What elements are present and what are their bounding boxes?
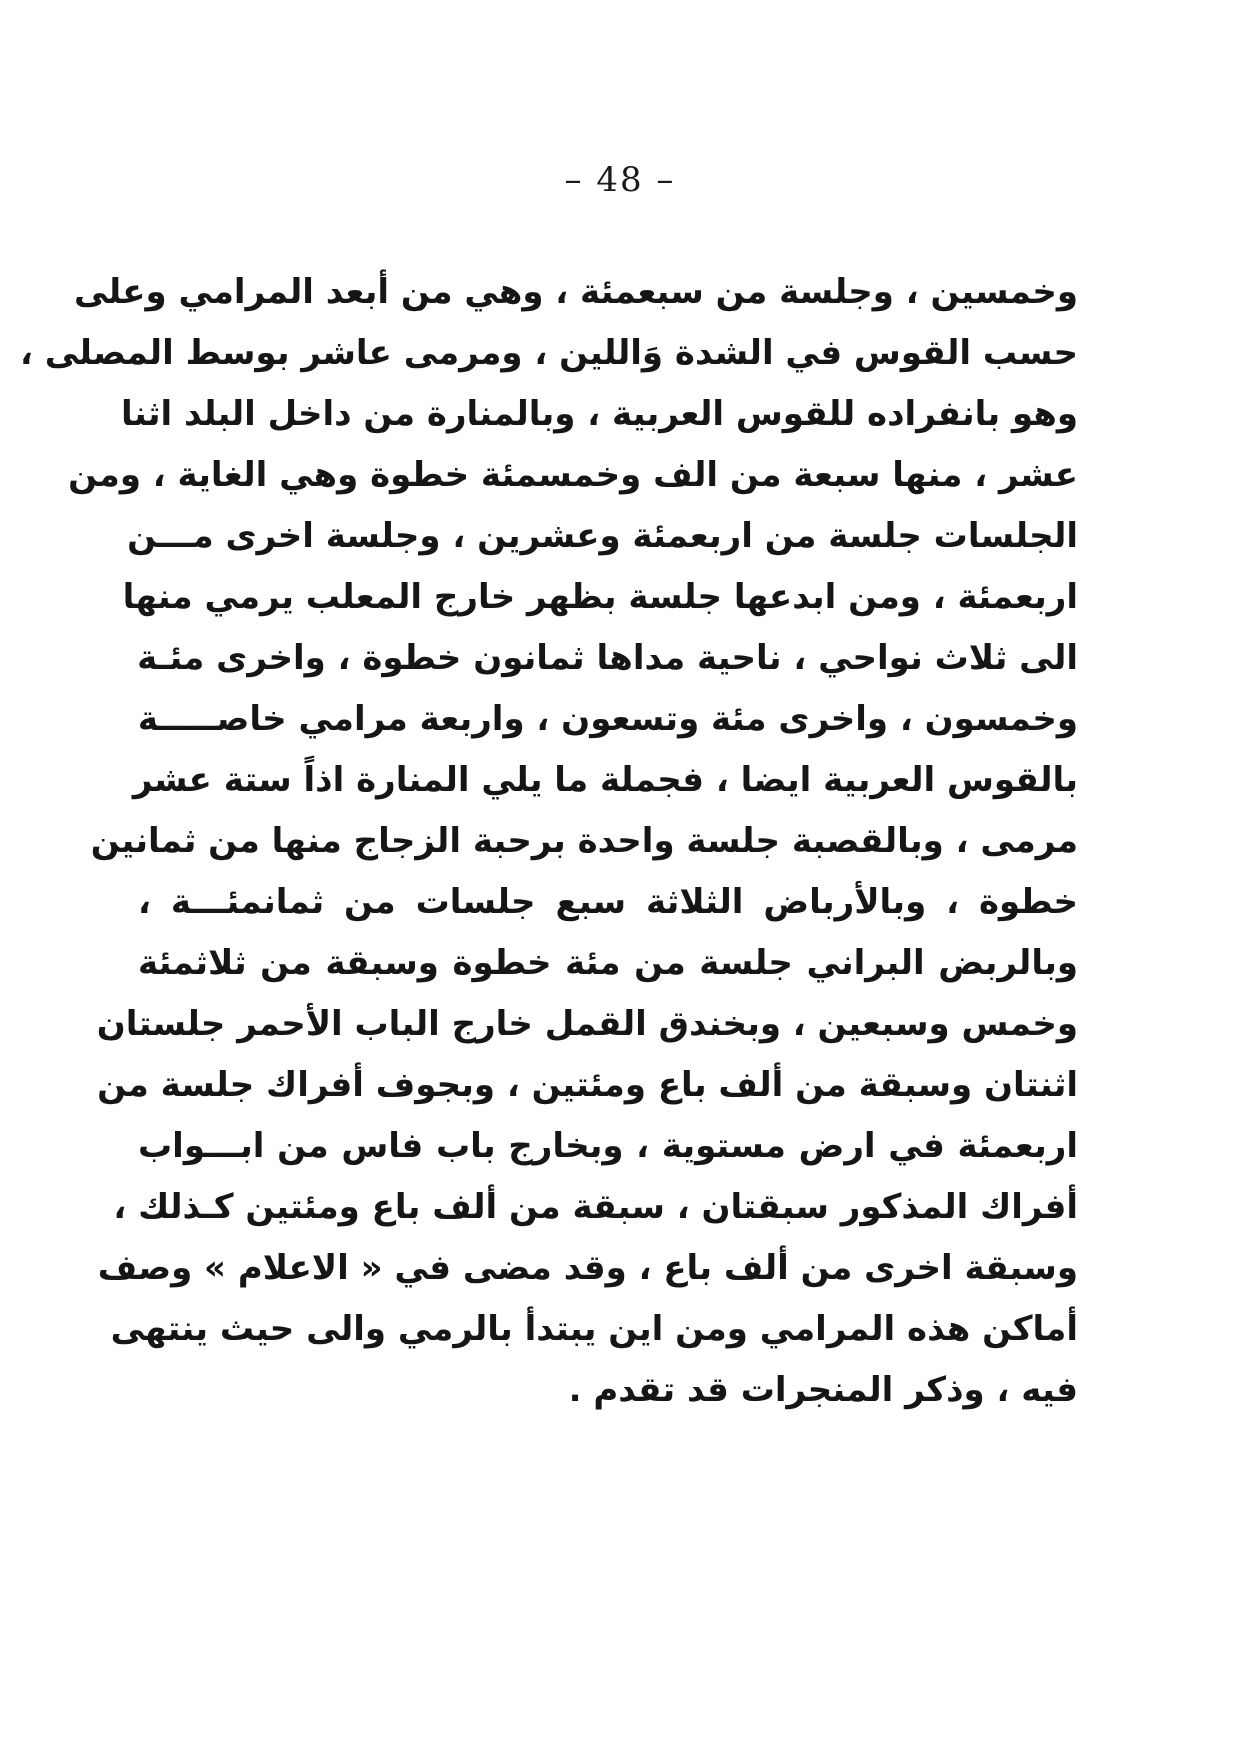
- text-line: وهو بانفراده للقوس العربية ، وبالمنارة من داخل البلد اثنا: [121, 394, 1078, 434]
- text-line: وسبقة اخرى من ألف باع ، وقد مضى في « الاعلام » وصف: [97, 1248, 1078, 1288]
- text-line: أماكن هذه المرامي ومن اين يبتدأ بالرمي والى حيث ينتهى: [110, 1309, 1078, 1349]
- text-line: أفراك المذكور سبقتان ، سبقة من ألف باع ومئتين كـذلك ،: [113, 1187, 1078, 1227]
- body-text: [19, 262, 1078, 1421]
- text-line: عشر ، منها سبعة من الف وخمسمئة خطوة وهي الغاية ، ومن: [68, 455, 1078, 495]
- text-line: مرمى ، وبالقصبة جلسة واحدة برحبة الزجاج منها من ثمانين: [90, 821, 1078, 861]
- text-line: بالقوس العربية ايضا ، فجملة ما يلي المنارة اذاً ستة عشر: [132, 760, 1078, 800]
- text-line: حسب القوس في الشدة وَاللين ، ومرمى عاشر بوسط المصلى ،: [19, 333, 1078, 373]
- text-line: وخمسين ، وجلسة من سبعمئة ، وهي من أبعد المرامي وعلى: [74, 272, 1078, 312]
- text-line: خطوة ، وبالأرباض الثلاثة سبع جلسات من ثمانمئـــة ،: [138, 882, 1078, 922]
- text-line: وخمس وسبعين ، وبخندق القمل خارج الباب الأحمر جلستان: [96, 1004, 1078, 1044]
- text-line: اربعمئة ، ومن ابدعها جلسة بظهر خارج المعلب يرمي منها: [122, 577, 1078, 617]
- text-line: وبالربض البراني جلسة من مئة خطوة وسبقة من ثلاثمئة: [138, 943, 1078, 983]
- text-line: وخمسون ، واخرى مئة وتسعون ، واربعة مرامي خاصـــــة: [137, 699, 1078, 739]
- text-line-last: فيه ، وذكر المنجرات قد تقدم .: [568, 1370, 1078, 1410]
- text-line: اثنتان وسبقة من ألف باع ومئتين ، وبجوف أفراك جلسة من: [97, 1065, 1078, 1105]
- text-line: الجلسات جلسة من اربعمئة وعشرين ، وجلسة اخرى مـــن: [127, 516, 1078, 556]
- text-line: الى ثلاث نواحي ، ناحية مداها ثمانون خطوة ، واخرى مئـة: [137, 638, 1078, 678]
- page-number: – 48 –: [564, 160, 676, 200]
- text-line: اربعمئة في ارض مستوية ، وبخارج باب فاس من ابـــواب: [138, 1126, 1078, 1166]
